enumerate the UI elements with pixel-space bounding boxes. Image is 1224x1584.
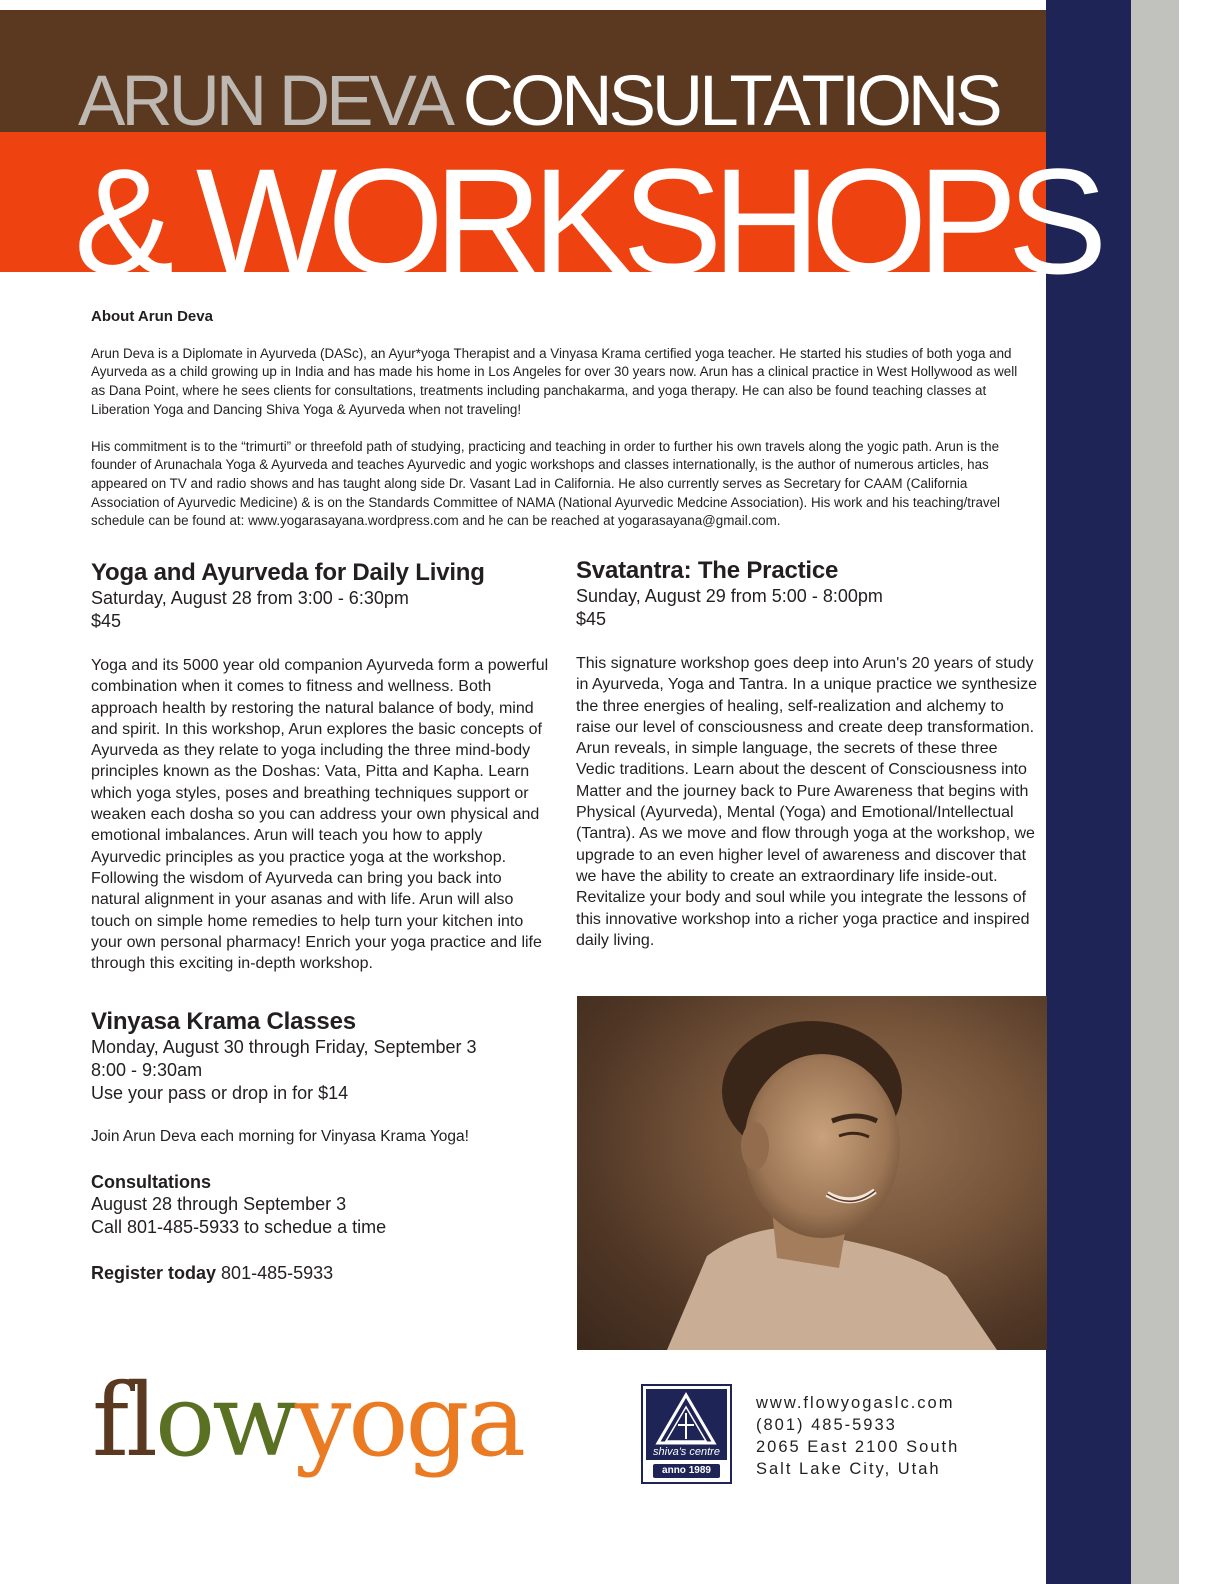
badge-year: anno 1989 [653,1464,720,1478]
arun-deva-photo [577,996,1047,1350]
shivas-centre-badge [641,1384,732,1484]
left-column [91,559,553,1285]
workshop2-description: This signature workshop goes deep into Arun's 20 years of study in Ayurveda, Yoga and Tantra. In a unique practice we synthesize the three energies of healing, self-realization and alchemy to raise our level of consciousness and create deep transformation. Arun reveals, in simple language, the secrets of these three Vedic traditions. Learn about the descent of Consciousness into Matter and the journey back to Pure Awareness that begins with Physical (Ayurveda), Mental (Yoga) and Emotional/Intellectual (Tantra). As we move and flow through yoga at the workshop, we upgrade to an even higher level of awareness and discover that we have the ability to create an extraordinary life inside-out. Revitalize your body and soul while you integrate the lessons of this innovative workshop into a richer yoga practice and inspired daily living. [576,655,1038,949]
workshop2-title: Svatantra: The Practice [576,557,839,584]
logo-part-ow: ow [155,1362,295,1479]
contact-address: 2065 East 2100 South [756,1438,960,1456]
contact-phone[interactable]: (801) 485-5933 [756,1416,897,1434]
classes-pass: Use your pass or drop in for $14 [91,1083,349,1104]
portrait-illustration [577,996,1047,1350]
temple-icon [646,1389,727,1449]
workshop2-price: $45 [576,609,607,629]
classes-time: 8:00 - 9:30am [91,1060,203,1081]
workshop2-date: Sunday, August 29 from 5:00 - 8:00pm [576,586,883,606]
register-line [91,1262,553,1285]
page-title-line1 [78,64,999,140]
title-consultations: CONSULTATIONS [447,62,999,141]
contact-city: Salt Lake City, Utah [756,1460,941,1478]
logo-part-fl: fl [92,1362,155,1479]
badge-emblem [646,1389,727,1449]
badge-text: shiva's centre [646,1446,727,1460]
gray-side-stripe [1131,0,1179,1584]
classes-dates: Monday, August 30 through Friday, September 3 [91,1037,477,1058]
about-paragraph-2: His commitment is to the “trimurti” or threefold path of studying, practicing and teaching in order to further his own travels along the yogic path. Arun is the founder of Arunachala Yoga & Ayurveda and teaches Ayurvedic and yogic workshops and classes internationally, is the author of numerous articles, has appeared on TV and radio shows and has taught along side Dr. Vasant Lad in California. He also currently serves as Secretary for CAAM (California Association of Ayurvedic Medicine) & is on the Standards Committee of NAMA (National Ayurvedic Medcine Association). His work and his teaching/travel schedule can be found at: www.yogarasayana.wordpress.com and he can be reached at yogarasayana@gmail.com. [91,438,1001,529]
workshop1-description: Yoga and its 5000 year old companion Ayurveda form a powerful combination when it comes to fitness and wellness. Both approach health by restoring the natural balance of body, mind and spirit. In this workshop, Arun explores the basic concepts of Ayurveda as they relate to yoga including the three mind-body principles known as the Doshas: Vata, Pitta and Kapha. Learn which yoga styles, poses and breathing techniques support or weaken each dosha so you can address your own physical and emotional imbalances. Arun will teach you how to apply Ayurvedic principles as you practice yoga at the workshop. Following the wisdom of Ayurveda can bring you back into natural alignment in your asanas and with life. Arun will also touch on simple home remedies to help turn your kitchen into your own personal pharmacy! Enrich your yoga practice and life through this exciting in-depth workshop. [91,657,549,973]
consultations-call: Call 801-485-5933 to schedue a time [91,1217,387,1238]
page-title-workshops: & WORKSHOPS [74,137,1098,305]
contact-block [756,1392,959,1480]
workshop1-price: $45 [91,611,122,631]
contact-website[interactable]: www.flowyogaslc.com [756,1394,955,1412]
logo-part-yoga: yoga [294,1362,524,1479]
about-section [91,308,1031,531]
classes-note: Join Arun Deva each morning for Vinyasa Krama Yoga! [91,1128,469,1146]
title-name: ARUN DEVA [78,62,448,141]
register-label: Register today [91,1263,217,1284]
classes-title: Vinyasa Krama Classes [91,1008,356,1036]
consultations-dates: August 28 through September 3 [91,1194,347,1215]
about-paragraph-1: Arun Deva is a Diplomate in Ayurveda (DASc), an Ayur*yoga Therapist and a Vinyasa Krama certified yoga teacher. He started his studies of both yoga and Ayurveda as a child growing up in India and has made his home in Los Angeles for over 30 years now. Arun has a clinical practice in West Hollywood as well as Dana Point, where he sees clients for consultations, treatments including panchakarma, and yoga therapy. He can also be found teaching classes at Liberation Yoga and Dancing Shiva Yoga & Ayurveda when not traveling! [91,345,1018,417]
flowyoga-logo[interactable] [92,1362,524,1479]
consultations-title: Consultations [91,1172,211,1193]
workshop1-date: Saturday, August 28 from 3:00 - 6:30pm [91,588,409,608]
register-phone[interactable]: 801-485-5933 [216,1263,334,1284]
workshop1-title: Yoga and Ayurveda for Daily Living [91,559,485,586]
right-column [576,557,1038,951]
about-heading: About Arun Deva [91,308,213,325]
